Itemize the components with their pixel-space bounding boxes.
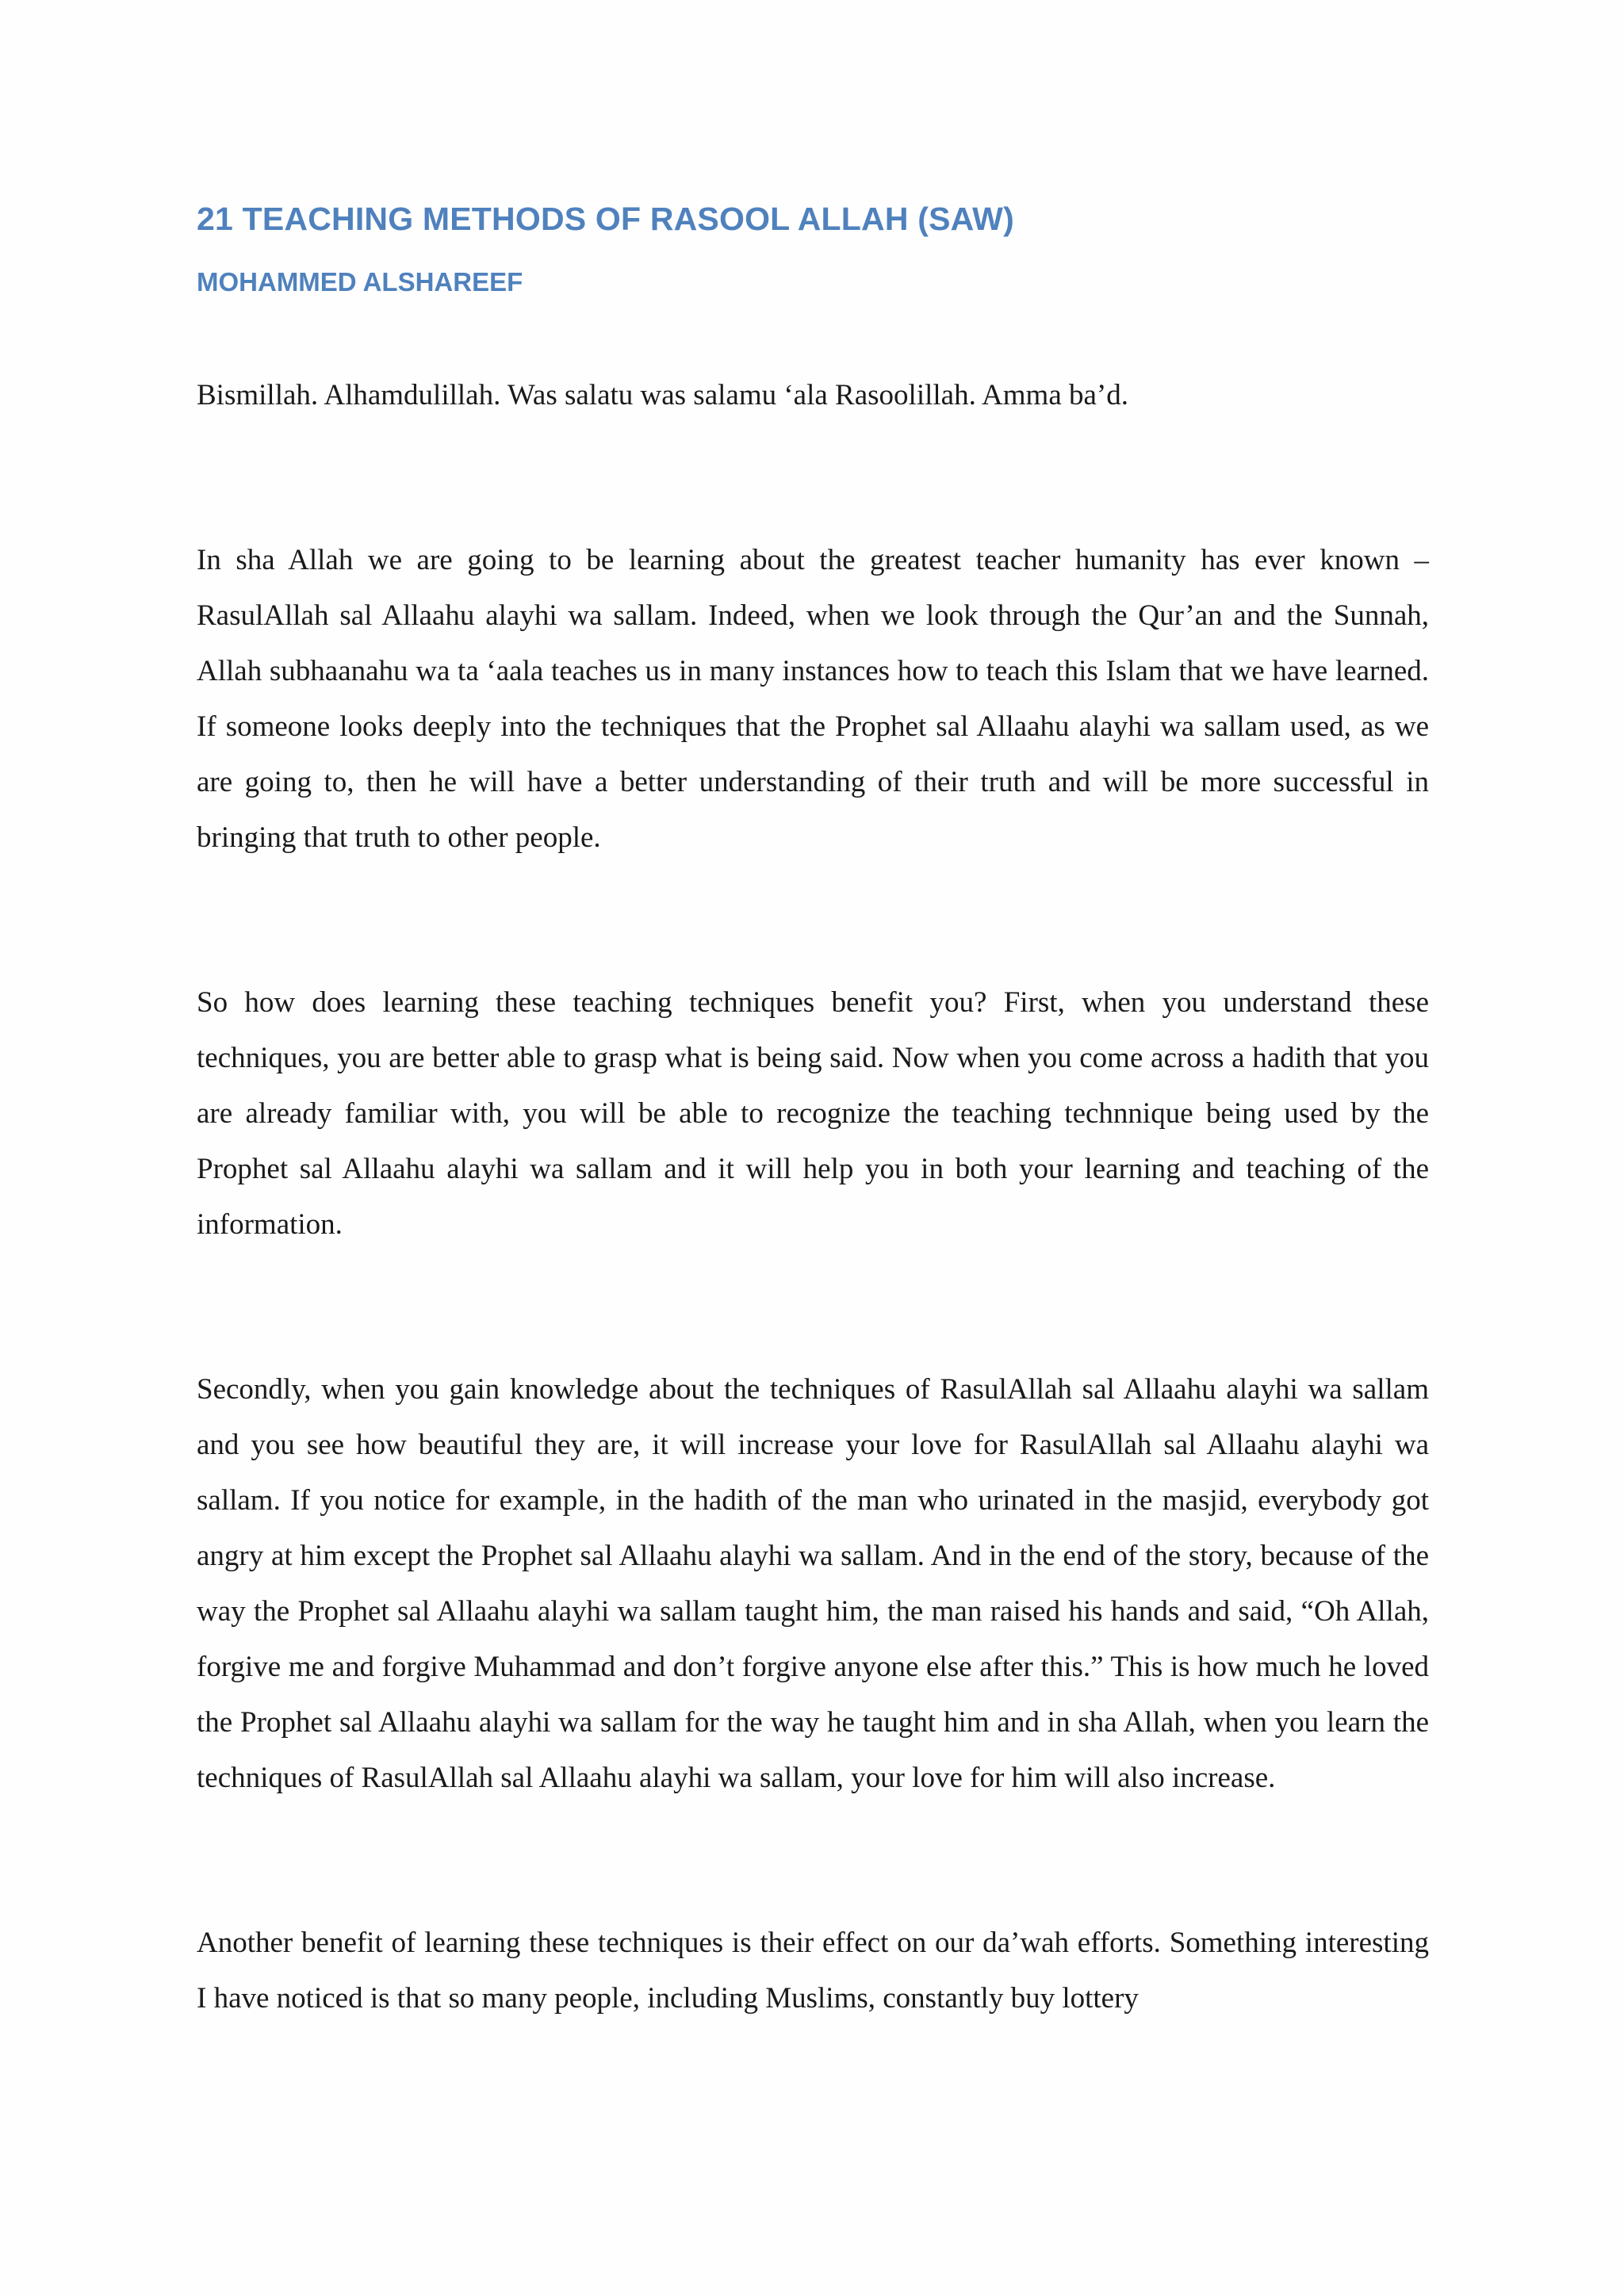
paragraph-first-benefit: So how does learning these teaching techniques benefit you? First, when you understand these techniques, you are better able to grasp what is being said. Now when you come across a hadith that you are already familiar with, you will be able to recognize the teaching technnique being used by the Prophet sal Allaahu alayhi wa sallam and it will help you in both your learning and teaching of the information.	[197, 986, 1429, 1241]
paragraph-introduction: In sha Allah we are going to be learning about the greatest teacher humanity has ever known – RasulAllah sal Allaahu alayhi wa sallam. Indeed, when we look through the Qur’an and the Sunnah, Allah subhaanahu wa ta ‘aala teaches us in many instances how to teach this Islam that we have learned. If someone looks deeply into the techniques that the Prophet sal Allaahu alayhi wa sallam used, as we are going to, then he will have a better understanding of their truth and will be more successful in bringing that truth to other people.	[197, 544, 1429, 854]
document-title: 21 TEACHING METHODS OF RASOOL ALLAH (SAW)	[197, 201, 1014, 237]
greeting-paragraph: Bismillah. Alhamdulillah. Was salatu was salamu ‘ala Rasoolillah. Amma ba’d.	[197, 379, 1129, 411]
paragraph-second-benefit: Secondly, when you gain knowledge about the techniques of RasulAllah sal Allaahu alayhi wa sallam and you see how beautiful they are, it will increase your love for RasulAllah sal Allaahu alayhi wa sallam. If you notice for example, in the hadith of the man who urinated in the masjid, everybody got angry at him except the Prophet sal Allaahu alayhi wa sallam. And in the end of the story, because of the way the Prophet sal Allaahu alayhi wa sallam taught him, the man raised his hands and said, “Oh Allah, forgive me and forgive Muhammad and don’t forgive anyone else after this.” This is how much he loved the Prophet sal Allaahu alayhi wa sallam for the way he taught him and in sha Allah, when you learn the techniques of RasulAllah sal Allaahu alayhi wa sallam, your love for him will also increase.	[197, 1373, 1429, 1794]
paragraph-dawah-benefit: Another benefit of learning these techniques is their effect on our da’wah efforts. Something interesting I have noticed is that so many people, including Muslims, constantly buy lottery	[197, 1927, 1429, 2015]
document-body	[197, 195, 1429, 2026]
document-author: MOHAMMED ALSHAREEF	[197, 267, 523, 297]
